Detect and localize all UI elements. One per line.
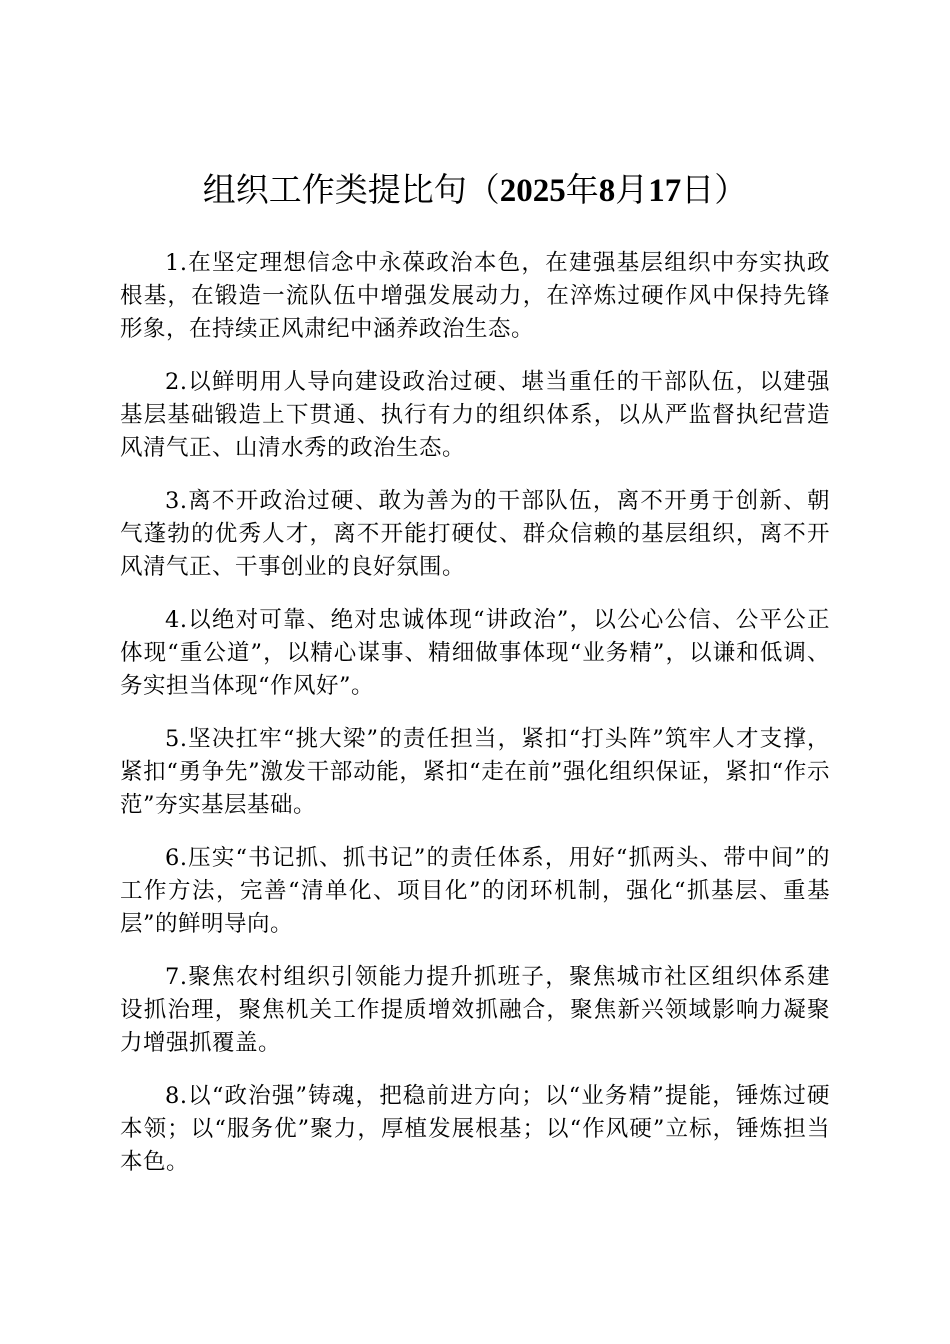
paragraph-2: 2.以鲜明用人导向建设政治过硬、堪当重任的干部队伍，以建强基层基础锻造上下贯通、执行有力的组织体系，以从严监督执纪营造风清气正、山清水秀的政治生态。	[120, 369, 830, 461]
paragraph-6: 6.压实“书记抓、抓书记”的责任体系，用好“抓两头、带中间”的工作方法，完善“清单化、项目化”的闭环机制，强化“抓基层、重基层”的鲜明导向。	[120, 845, 830, 937]
document-title	[120, 160, 830, 221]
document-page	[120, 160, 830, 1199]
title-text: 组织工作类提比句（	[202, 170, 500, 209]
paragraph-7: 7.聚焦农村组织引领能力提升抓班子，聚焦城市社区组织体系建设抓治理，聚焦机关工作提质增效抓融合，聚焦新兴领域影响力凝聚力增强抓覆盖。	[120, 964, 830, 1056]
paragraph-1: 1.在坚定理想信念中永葆政治本色，在建强基层组织中夯实执政根基，在锻造一流队伍中增强发展动力，在淬炼过硬作风中保持先锋形象，在持续正风肃纪中涵养政治生态。	[120, 250, 830, 342]
title-day-unit: 日）	[681, 170, 748, 209]
paragraph-8: 8.以“政治强”铸魂，把稳前进方向；以“业务精”提能，锤炼过硬本领；以“服务优”聚力，厚植发展根基；以“作风硬”立标，锤炼担当本色。	[120, 1083, 830, 1175]
title-day: 17	[648, 173, 682, 209]
paragraph-4: 4.以绝对可靠、绝对忠诚体现“讲政治”，以公心公信、公平公正体现“重公道”，以精心谋事、精细做事体现“业务精”，以谦和低调、务实担当体现“作风好”。	[120, 607, 830, 699]
title-month-unit: 月	[615, 170, 649, 209]
title-year: 2025	[499, 173, 566, 209]
title-month: 8	[598, 173, 616, 209]
title-year-unit: 年	[565, 170, 599, 209]
paragraph-5: 5.坚决扛牢“挑大梁”的责任担当，紧扣“打头阵”筑牢人才支撑，紧扣“勇争先”激发干部动能，紧扣“走在前”强化组织保证，紧扣“作示范”夯实基层基础。	[120, 726, 830, 818]
paragraph-3: 3.离不开政治过硬、敢为善为的干部队伍，离不开勇于创新、朝气蓬勃的优秀人才，离不开能打硬仗、群众信赖的基层组织，离不开风清气正、干事创业的良好氛围。	[120, 488, 830, 580]
